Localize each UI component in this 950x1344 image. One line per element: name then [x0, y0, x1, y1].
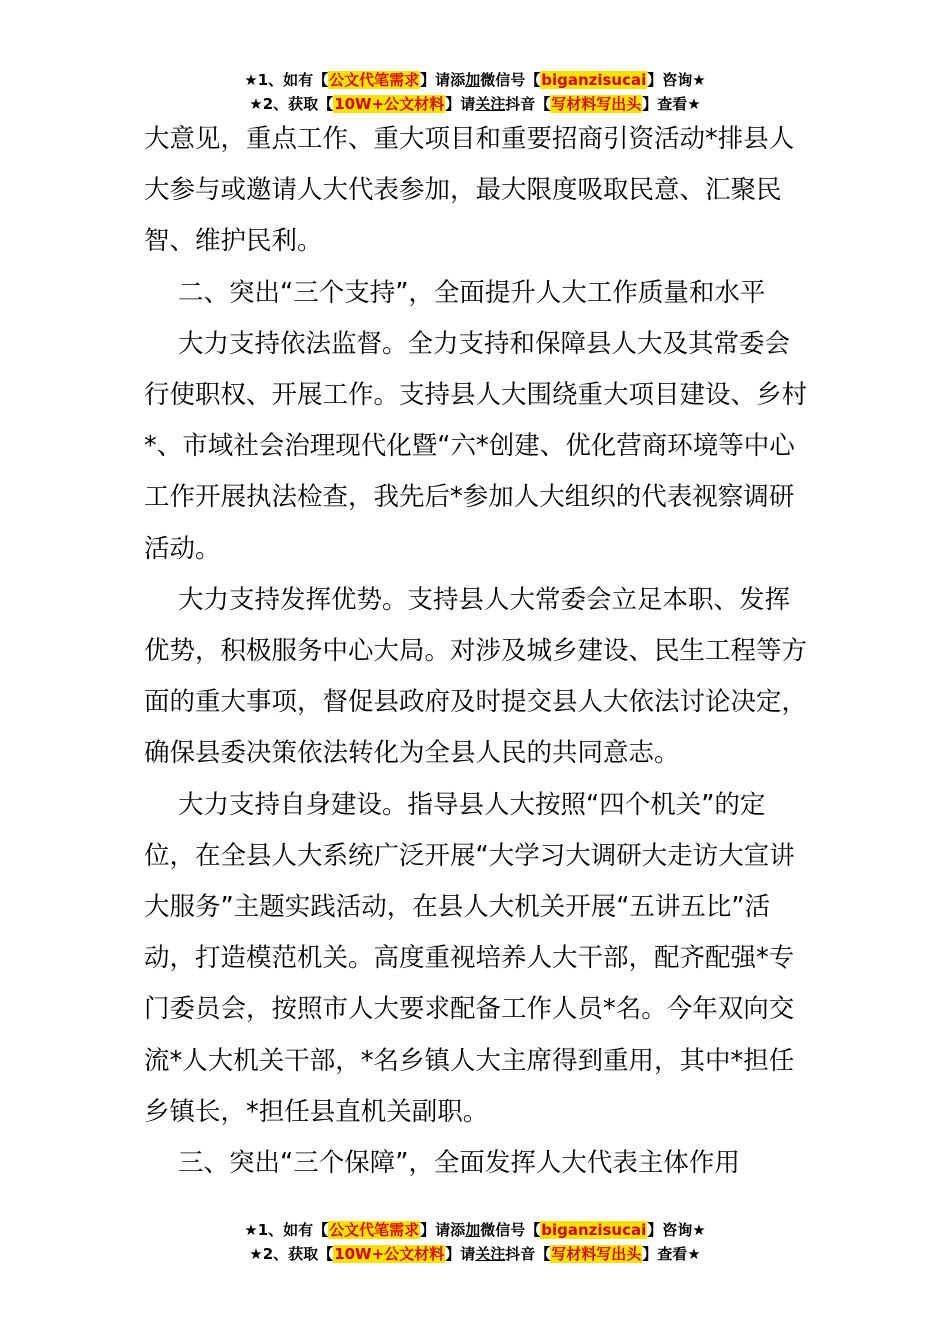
banner-underline-text: 关注 [475, 1245, 506, 1263]
banner-line-2 [0, 92, 950, 116]
banner-text: 】请 [445, 1245, 476, 1263]
banner-underline-text: 加 [465, 1221, 481, 1239]
banner-highlight: biganzisucai [541, 1221, 647, 1239]
banner-text: ★1、如有【 [244, 1221, 329, 1239]
banner-text: ★2、获取【 [249, 1245, 334, 1263]
banner-highlight: 写材料写出头 [551, 95, 642, 113]
footer-banner [0, 1218, 950, 1266]
banner-line-1 [0, 1218, 950, 1242]
banner-text: 抖音【 [505, 1245, 551, 1263]
banner-highlight: 写材料写出头 [551, 1245, 642, 1263]
banner-text: 】请添 [420, 71, 466, 89]
section-heading: 三、突出“三个保障”，全面发挥人大代表主体作用 [178, 1148, 740, 1179]
body-paragraph: 大力支持自身建设。指导县人大按照“四个机关”的定位，在全县人大系统广泛开展“大学习大调研大走访大宣讲大服务”主题实践活动，在县人大机关开展“五讲五比”活动，打造模范机关。高度重视培养人大干部，配齐配强*专门委员会，按照市人大要求配备工作人员*名。今年双向交流*人大机关干部，*名乡镇人大主席得到重用，其中*担任乡镇长，*担任县直机关副职。 [144, 789, 795, 1127]
banner-underline-text: 加 [465, 71, 481, 89]
section-heading: 二、突出“三个支持”，全面提升人大工作质量和水平 [178, 277, 766, 308]
body-paragraph: 大力支持依法监督。全力支持和保障县人大及其常委会行使职权、开展工作。支持县人大围绕重大项目建设、乡村*、市域社会治理现代化暨“六*创建、优化营商环境等中心工作开展执法检查，我先后*参加人大组织的代表视察调研活动。 [144, 328, 808, 564]
header-banner [0, 68, 950, 116]
banner-text: 】请 [445, 95, 476, 113]
banner-text: 】请添 [420, 1221, 466, 1239]
banner-text: 】咨询★ [647, 71, 706, 89]
banner-text: 】查看★ [642, 95, 701, 113]
banner-highlight: biganzisucai [541, 71, 647, 89]
banner-highlight: 公文代笔需求 [329, 1221, 420, 1239]
banner-line-2 [0, 1242, 950, 1266]
body-paragraph: 大力支持发挥优势。支持县人大常委会立足本职、发挥优势，积极服务中心大局。对涉及城乡建设、民生工程等方面的重大事项，督促县政府及时提交县人大依法讨论决定，确保县委决策依法转化为全县人民的共同意志。 [144, 584, 808, 769]
banner-text: 微信号【 [480, 1221, 541, 1239]
banner-text: ★2、获取【 [249, 95, 334, 113]
banner-underline-text: 关注 [475, 95, 506, 113]
banner-text: 】咨询★ [647, 1221, 706, 1239]
banner-text: ★1、如有【 [244, 71, 329, 89]
banner-highlight: 10W+公文材料 [334, 95, 445, 113]
banner-text: 】查看★ [642, 1245, 701, 1263]
banner-text: 微信号【 [480, 71, 541, 89]
document-body [144, 114, 808, 1189]
banner-highlight: 10W+公文材料 [334, 1245, 445, 1263]
banner-highlight: 公文代笔需求 [329, 71, 420, 89]
body-paragraph: 大意见，重点工作、重大项目和重要招商引资活动*排县人大参与或邀请人大代表参加，最大限度吸取民意、汇聚民智、维护民利。 [144, 124, 795, 257]
banner-text: 抖音【 [505, 95, 551, 113]
banner-line-1 [0, 68, 950, 92]
